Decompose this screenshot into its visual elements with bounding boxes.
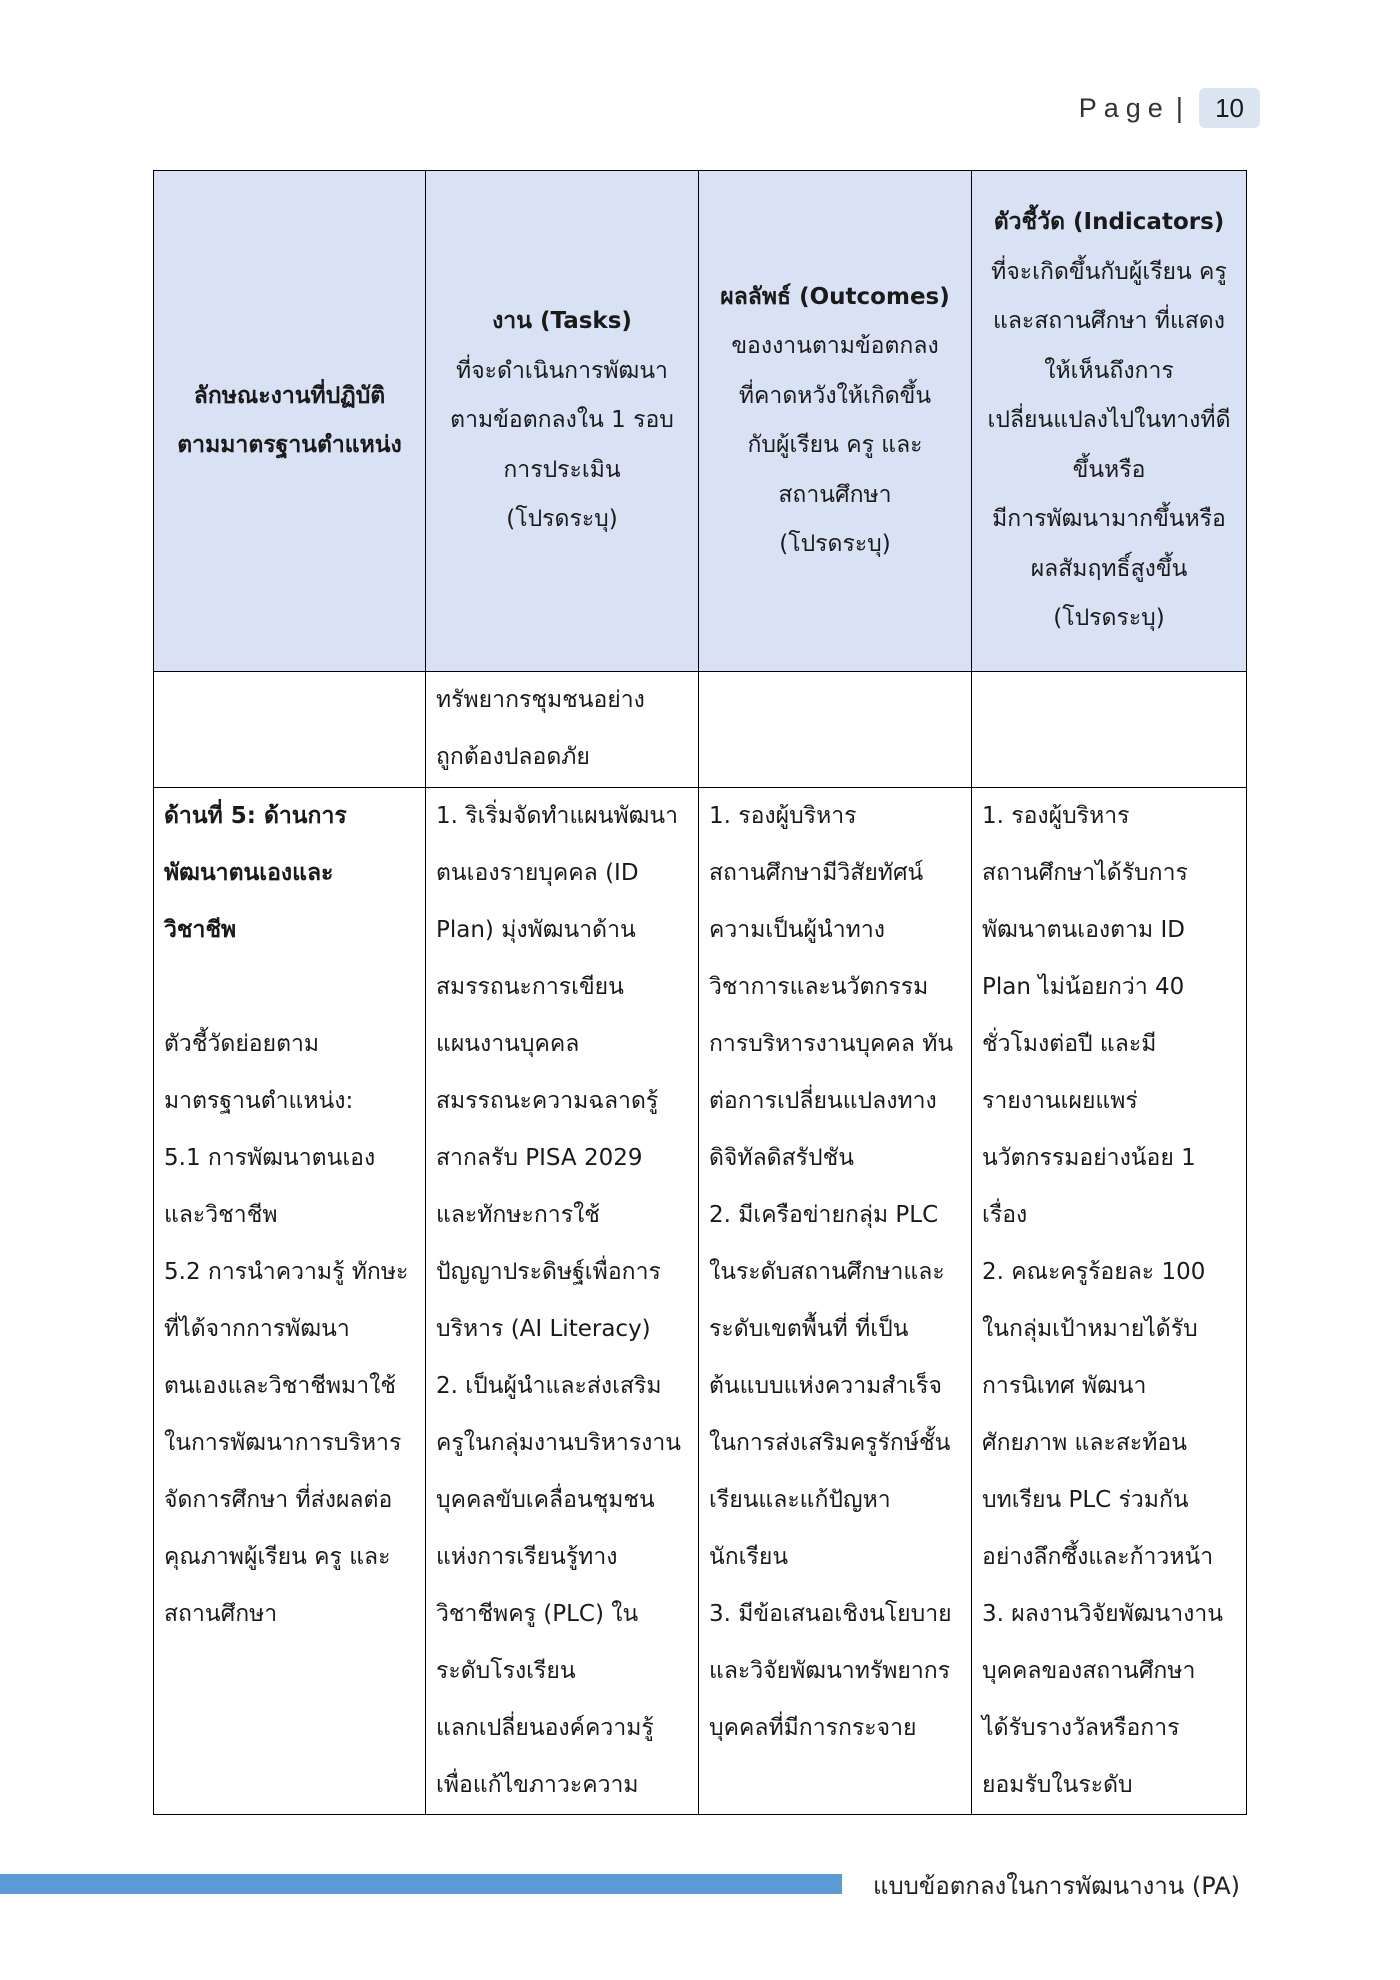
cell-line: 2. เป็นผู้นำและส่งเสริม [436,1373,662,1399]
cell-line: ต่อการเปลี่ยนแปลงทาง [709,1088,937,1114]
header-job-characteristics [154,171,426,672]
cell-line: 1. รองผู้บริหาร [982,803,1130,829]
cell-line: การบริหารงานบุคคล ทัน [709,1031,954,1057]
cell-line: ตัวชี้วัดย่อยตาม [164,1031,320,1057]
header-line: ผลลัพธ์ (Outcomes) [720,283,950,310]
cell-line: การนิเทศ พัฒนา [982,1373,1147,1399]
cell-line: สมรรถนะการเขียน [436,974,624,1000]
header-line: และสถานศึกษา ที่แสดง [993,308,1225,335]
cell-line: ดิจิทัลดิสรัปชัน [709,1145,854,1171]
table-header-row [154,171,1247,672]
cell-line: เพื่อแก้ไขภาวะความ [436,1772,639,1798]
cell-line: ตนเองรายบุคคล (ID [436,860,639,886]
domain-title-line: วิชาชีพ [164,917,237,943]
cell-line: 1. รองผู้บริหาร [709,803,857,829]
cell-line: ในการพัฒนาการบริหาร [164,1430,402,1456]
cell-line: และทักษะการใช้ [436,1202,600,1228]
cell-line: รายงานเผยแพร่ [982,1088,1138,1114]
cell-line: 5.2 การนำความรู้ ทักษะ [164,1259,409,1285]
cell-line: เรียนและแก้ปัญหา [709,1487,891,1513]
header-line: ตัวชี้วัด (Indicators) [993,209,1225,236]
cell-line: บุคคลที่มีการกระจาย [709,1715,917,1741]
cell-line: ในกลุ่มเป้าหมายได้รับ [982,1316,1198,1342]
cell-line: ในการส่งเสริมครูรักษ์ชั้น [709,1430,951,1456]
cell-line: ความเป็นผู้นำทาง [709,917,885,943]
cell-line: นักเรียน [709,1544,789,1570]
cell-job-characteristics [154,788,426,1815]
header-line: มีการพัฒนามากขึ้นหรือ [992,506,1226,533]
cell-line: เรื่อง [982,1202,1028,1228]
cell-line: ศักยภาพ และสะท้อน [982,1430,1187,1456]
cell-line: คุณภาพผู้เรียน ครู และ [164,1544,391,1570]
cell-line: ระดับเขตพื้นที่ ที่เป็น [709,1316,909,1342]
cell-line: บริหาร (AI Literacy) [436,1316,651,1342]
domain-title-line: พัฒนาตนเองและ [164,860,334,886]
cell-indicators [972,788,1247,1815]
header-line: ลักษณะงานที่ปฏิบัติ [193,382,386,409]
cell-line: แห่งการเรียนรู้ทาง [436,1544,618,1570]
cell-line: อย่างลึกซึ้งและก้าวหน้า [982,1544,1214,1570]
cell-line: 5.1 การพัฒนาตนเอง [164,1145,376,1171]
cell-line: ปัญญาประดิษฐ์เพื่อการ [436,1259,661,1285]
header-tasks [426,171,699,672]
cell-line: 2. คณะครูร้อยละ 100 [982,1259,1206,1285]
page-number: 10 [1199,88,1260,128]
header-outcomes [699,171,972,672]
header-line: (โปรดระบุ) [1053,605,1165,632]
header-line: ตามมาตรฐานตำแหน่ง [177,432,402,458]
header-indicators [972,171,1247,672]
header-line: ที่คาดหวังให้เกิดขึ้น [738,382,932,409]
cell-line: ถูกต้องปลอดภัย [436,744,590,770]
cell-line: ทรัพยากรชุมชนอย่าง [436,687,645,713]
cell-line: Plan ไม่น้อยกว่า 40 [982,974,1185,1000]
cell-line: ระดับโรงเรียน [436,1658,576,1684]
cell-line: ตนเองและวิชาชีพมาใช้ [164,1373,396,1399]
table-row-continuation [154,672,1247,788]
header-line: ตามข้อตกลงใน 1 รอบ [450,407,674,434]
cell-line: 2. มีเครือข่ายกลุ่ม PLC [709,1202,939,1228]
cell-line: 3. ผลงานวิจัยพัฒนางาน [982,1601,1224,1627]
cell-line: ชั่วโมงต่อปี และมี [982,1031,1157,1057]
cell-col4 [972,672,1247,788]
cell-line: สถานศึกษาได้รับการ [982,860,1188,886]
cell-line: ในระดับสถานศึกษาและ [709,1259,945,1285]
footer-title: แบบข้อตกลงในการพัฒนางาน (PA) [872,1872,1240,1900]
header-line: ที่จะเกิดขึ้นกับผู้เรียน ครู [991,258,1227,285]
cell-line: 1. ริเริ่มจัดทำแผนพัฒนา [436,803,679,829]
cell-col3 [699,672,972,788]
header-line: ผลสัมฤทธิ์สูงขึ้น [1030,555,1188,582]
header-line: (โปรดระบุ) [779,531,891,557]
cell-line: บทเรียน PLC ร่วมกัน [982,1487,1189,1513]
header-line: เปลี่ยนแปลงไปในทางที่ดี [987,407,1231,434]
spacer [164,959,415,1016]
domain-title-line: ด้านที่ 5: ด้านการ [164,803,347,829]
header-line: สถานศึกษา [778,481,892,508]
cell-line: บุคคลขับเคลื่อนชุมชน [436,1487,655,1513]
cell-col2 [426,672,699,788]
cell-line: สถานศึกษา [164,1601,278,1627]
cell-line: พัฒนาตนเองตาม ID [982,917,1185,943]
cell-line: Plan) มุ่งพัฒนาด้าน [436,917,636,943]
header-line: กับผู้เรียน ครู และ [747,432,923,458]
cell-line: วิชาการและนวัตกรรม [709,974,929,1000]
header-line: (โปรดระบุ) [506,506,618,533]
cell-line: สากลรับ PISA 2029 [436,1145,643,1171]
cell-line: สมรรถนะความฉลาดรู้ [436,1088,659,1114]
cell-line: นวัตกรรมอย่างน้อย 1 [982,1145,1196,1171]
cell-line: 3. มีข้อเสนอเชิงนโยบาย [709,1601,952,1627]
footer-accent-bar [0,1874,842,1894]
pa-agreement-table [153,170,1247,1815]
cell-line: สถานศึกษามีวิสัยทัศน์ [709,860,924,886]
header-line: ขึ้นหรือ [1072,456,1146,483]
header-line: ของงานตามข้อตกลง [731,333,939,359]
cell-tasks [426,788,699,1815]
cell-line: แลกเปลี่ยนองค์ความรู้ [436,1715,654,1741]
cell-line: ยอมรับในระดับ [982,1772,1133,1798]
cell-line: ครูในกลุ่มงานบริหารงาน [436,1430,681,1456]
page-label: Page [1078,92,1170,123]
cell-line: ที่ได้จากการพัฒนา [164,1316,350,1342]
cell-outcomes [699,788,972,1815]
cell-line: แผนงานบุคคล [436,1031,580,1057]
cell-line: จัดการศึกษา ที่ส่งผลต่อ [164,1487,393,1513]
page-header [1079,86,1260,130]
header-line: การประเมิน [503,456,621,483]
header-line: ที่จะดำเนินการพัฒนา [456,357,668,384]
cell-line: ได้รับรางวัลหรือการ [982,1715,1180,1741]
cell-line: วิชาชีพครู (PLC) ใน [436,1601,639,1627]
cell-col1 [154,672,426,788]
cell-line: และวิชาชีพ [164,1202,278,1228]
cell-line: มาตรฐานตำแหน่ง: [164,1088,354,1114]
header-line: ให้เห็นถึงการ [1044,357,1174,384]
table-row-domain-5 [154,788,1247,1815]
page-separator: | [1175,92,1184,123]
cell-line: ต้นแบบแห่งความสำเร็จ [709,1373,942,1399]
cell-line: และวิจัยพัฒนาทรัพยากร [709,1658,951,1684]
cell-line: บุคคลของสถานศึกษา [982,1658,1196,1684]
header-line: งาน (Tasks) [492,308,632,335]
